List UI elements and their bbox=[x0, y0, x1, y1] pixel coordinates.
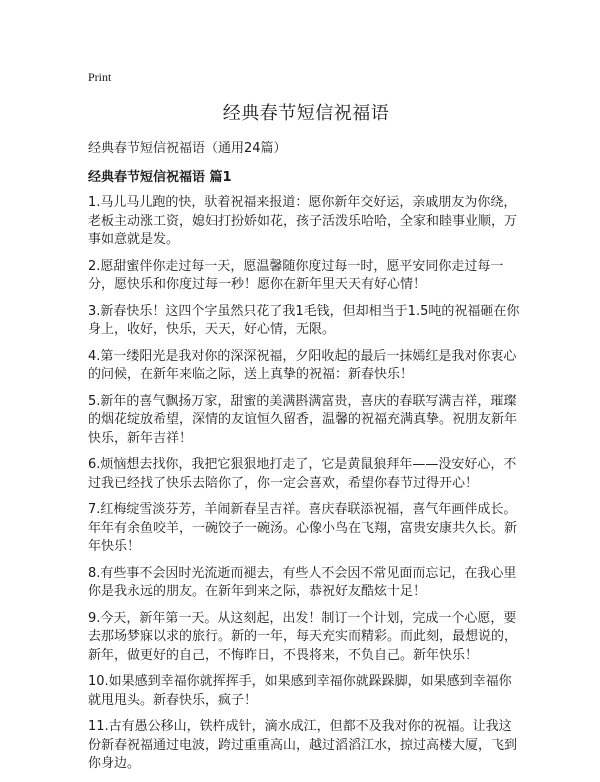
paragraph: 10.如果感到幸福你就挥挥手，如果感到幸福你就跺跺脚，如果感到幸福你就甩甩头。新春快乐，疯子！ bbox=[88, 674, 512, 708]
paragraph: 3.新春快乐！这四个字虽然只花了我1毛钱，但却相当于1.5吨的祝福砸在你身上，收好，快乐，天天，好心情，无限。 bbox=[88, 303, 520, 337]
section-heading: 经典春节短信祝福语 篇1 bbox=[88, 170, 232, 185]
paragraph: 4.第一缕阳光是我对你的深深祝福，夕阳收起的最后一抹嫣红是我对你衷心的问候，在新年来临之际，送上真挚的祝福：新春快乐！ bbox=[88, 348, 517, 382]
page-title: 经典春节短信祝福语 bbox=[222, 103, 390, 124]
paragraph: 7.红梅绽雪淡芬芳，羊闹新春呈吉祥。喜庆春联添祝福，喜气年画伴成长。年年有余鱼咬羊，一碗饺子一碗汤。心像小鸟在飞翔，富贵安康共久长。新年快乐！ bbox=[88, 502, 518, 554]
print-label[interactable]: Print bbox=[88, 70, 112, 84]
paragraph: 8.有些事不会因时光流逝而褪去，有些人不会因不常见面而忘记，在我心里你是我永远的朋友。在新年到来之际，恭祝好友酷炫十足！ bbox=[88, 565, 517, 599]
document-page bbox=[88, 70, 524, 782]
subtitle: 经典春节短信祝福语（通用24篇） bbox=[88, 141, 287, 156]
paragraph: 5.新年的喜气飘扬万家，甜蜜的美满斟满富贵，喜庆的春联写满吉祥，璀璨的烟花绽放希望，深情的友谊恒久留香，温馨的祝福充满真挚。祝朋友新年快乐，新年吉祥！ bbox=[88, 393, 518, 446]
paragraph: 9.今天，新年第一天。从这刻起，出发！制订一个计划，完成一个心愿，要去那场梦寐以求的旅行。新的一年，每天充实而精彩。而此刻，最想说的，新年，做更好的自己，不悔昨日，不畏将来，不负自己。新年快乐！ bbox=[88, 610, 518, 663]
paragraph: 11.古有愚公移山，铁杵成针，滴水成江，但都不及我对你的祝福。让我这份新春祝福通过电波，跨过重重高山，越过滔滔江水，掠过高楼大厦，飞到你身边。 bbox=[88, 719, 518, 771]
paragraph: 6.烦恼想去找你，我把它狠狠地打走了，它是黄鼠狼拜年——没安好心，不过我已经找了快乐去陪你了，你一定会喜欢，希望你春节过得开心！ bbox=[88, 457, 517, 491]
paragraph: 2.愿甜蜜伴你走过每一天，愿温馨随你度过每一时，愿平安同你走过每一分，愿快乐和你度过每一秒！愿你在新年里天天有好心情！ bbox=[88, 258, 504, 292]
paragraph: 1.马儿马儿跑的快，驮着祝福来报道：愿你新年交好运，亲戚朋友为你绕，老板主动涨工资，媳妇打扮娇如花，孩子活泼乐哈哈，全家和睦事业顺，万事如意就是发。 bbox=[88, 195, 518, 247]
